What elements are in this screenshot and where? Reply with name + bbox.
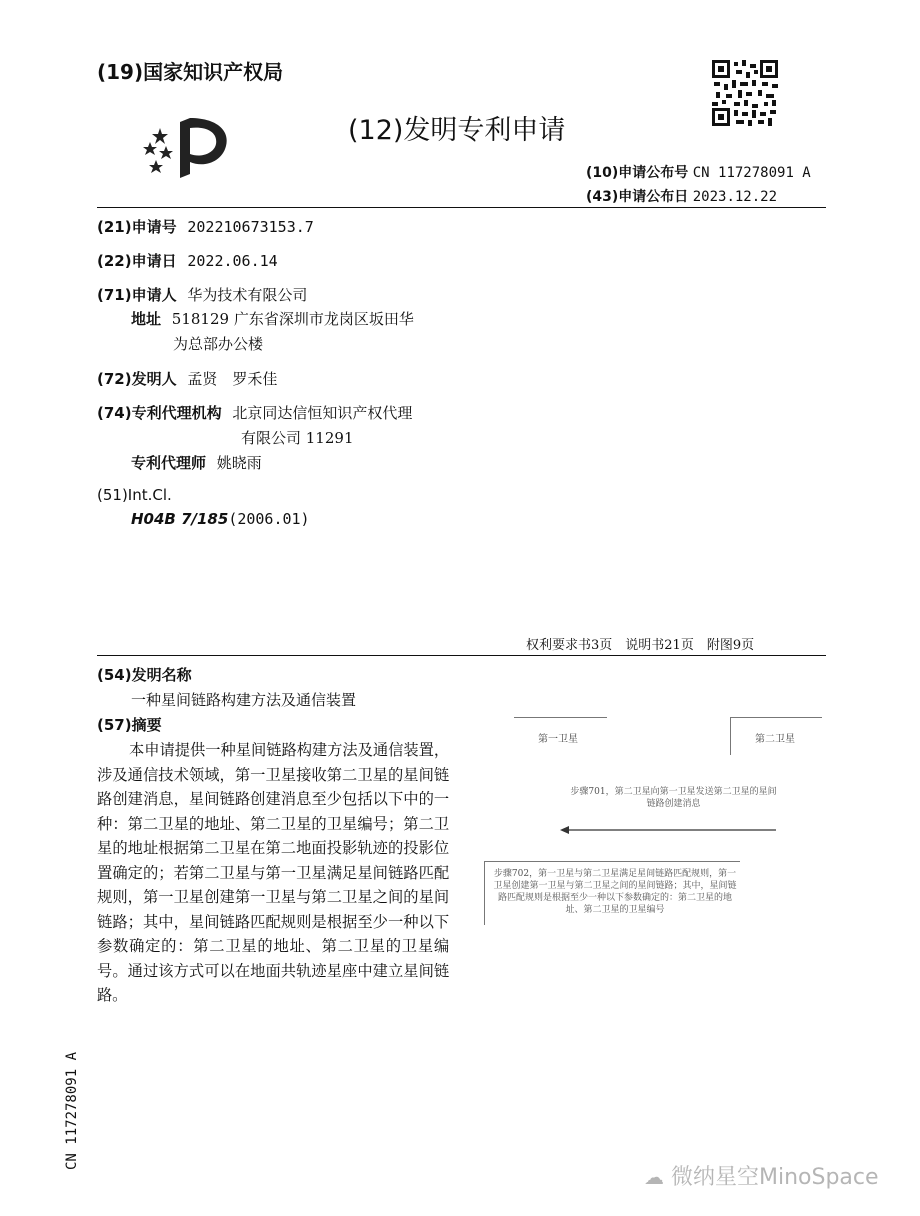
agent-name: 姚晓雨 (216, 454, 262, 472)
inventor-row (97, 368, 277, 389)
sat2-label: 第二卫星 (755, 734, 795, 745)
application-date: 2022.06.14 (187, 252, 278, 270)
agency-line-1: 北京同达信恒知识产权代理 (232, 404, 413, 422)
page-counts: 权利要求书3页 说明书21页 附图9页 (526, 638, 755, 653)
publication-number: CN 117278091 A (692, 165, 811, 181)
application-number-label: (21)申请号 (97, 218, 177, 236)
invention-title: 一种星间链路构建方法及通信装置 (131, 691, 357, 709)
document-type: (12)发明专利申请 (348, 115, 566, 146)
step2-side-line (484, 861, 485, 925)
publication-date: 2023.12.22 (692, 189, 778, 205)
applicant-label: (71)申请人 (97, 286, 177, 304)
address-line-1: 518129 广东省深圳市龙岗区坂田华 (171, 310, 414, 328)
cnipa-logo (138, 110, 238, 185)
watermark-text: 微纳星空MinoSpace (671, 1165, 879, 1190)
publication-date-label: (43)申请公布日 (586, 189, 689, 205)
abstract-text: 本申请提供一种星间链路构建方法及通信装置，涉及通信技术领域，第一卫星接收第二卫星的星间链路创建消息，星间链路创建消息至少包括以下中的一种：第二卫星的地址、第二卫星的卫星编号；第二卫星的地址根据第二卫星在第二地面投影轨迹的投影位置确定的；若第二卫星与第一卫星满足星间链路匹配规则，第一卫星创建第一卫星与第二卫星之间的星间链路；其中，星间链路匹配规则是根据至少一种以下参数确定的：第二卫星的地址、第二卫星的卫星编号。通过该方式可以在地面共轨迹星座中建立星间链路。 (97, 741, 449, 1004)
application-date-label: (22)申请日 (97, 252, 177, 270)
agency-line-2: 有限公司 11291 (241, 429, 354, 447)
publication-date-row (586, 186, 777, 206)
side-publication-number: CN 117278091 A (64, 1051, 80, 1170)
patent-office: (19)国家知识产权局 (97, 60, 284, 84)
application-number: 202210673153.7 (187, 218, 314, 236)
intcl-code: H04B 7/185 (131, 510, 229, 528)
abstract-label: (57)摘要 (97, 716, 162, 734)
intcl-label: (51)Int.Cl. (97, 486, 172, 504)
applicant-row (97, 284, 307, 305)
step2-top-line (484, 861, 740, 862)
agent-label: 专利代理师 (131, 454, 207, 472)
step1-text: 步骤701，第二卫星向第一卫星发送第二卫星的星间链路创建消息 (570, 787, 777, 809)
applicant-name: 华为技术有限公司 (187, 286, 308, 304)
header-divider (97, 207, 826, 208)
inventor-names: 孟贤 罗禾佳 (187, 370, 278, 388)
message-arrow-icon (560, 824, 780, 836)
wechat-icon: ☁ (644, 1165, 664, 1189)
intcl-date: (2006.01) (228, 510, 310, 528)
address-line-2: 为总部办公楼 (173, 335, 264, 353)
inventor-label: (72)发明人 (97, 370, 177, 388)
agency-row (97, 402, 412, 423)
address-row (131, 308, 414, 329)
title-label: (54)发明名称 (97, 666, 192, 684)
sat1-label: 第一卫星 (538, 734, 578, 745)
counts-divider (97, 655, 826, 656)
publication-number-label: (10)申请公布号 (586, 165, 689, 181)
intcl-row (131, 510, 310, 528)
application-number-row (97, 216, 314, 237)
sat2-side-line (730, 717, 731, 755)
watermark (644, 1160, 879, 1191)
step2-text: 步骤702，第一卫星与第二卫星满足星间链路匹配规则，第一卫星创建第一卫星与第二卫星之间的星间链路；其中，星间链路匹配规则是根据至少一种以下参数确定的：第二卫星的地址、第二卫星的卫星编号 (493, 869, 737, 915)
address-label: 地址 (131, 310, 162, 328)
agent-row (131, 452, 262, 473)
publication-number-row (586, 162, 811, 182)
application-date-row (97, 250, 278, 271)
qr-code[interactable] (712, 60, 778, 126)
agency-label: (74)专利代理机构 (97, 404, 222, 422)
sat1-top-line (514, 717, 607, 718)
sat2-top-line (730, 717, 822, 718)
